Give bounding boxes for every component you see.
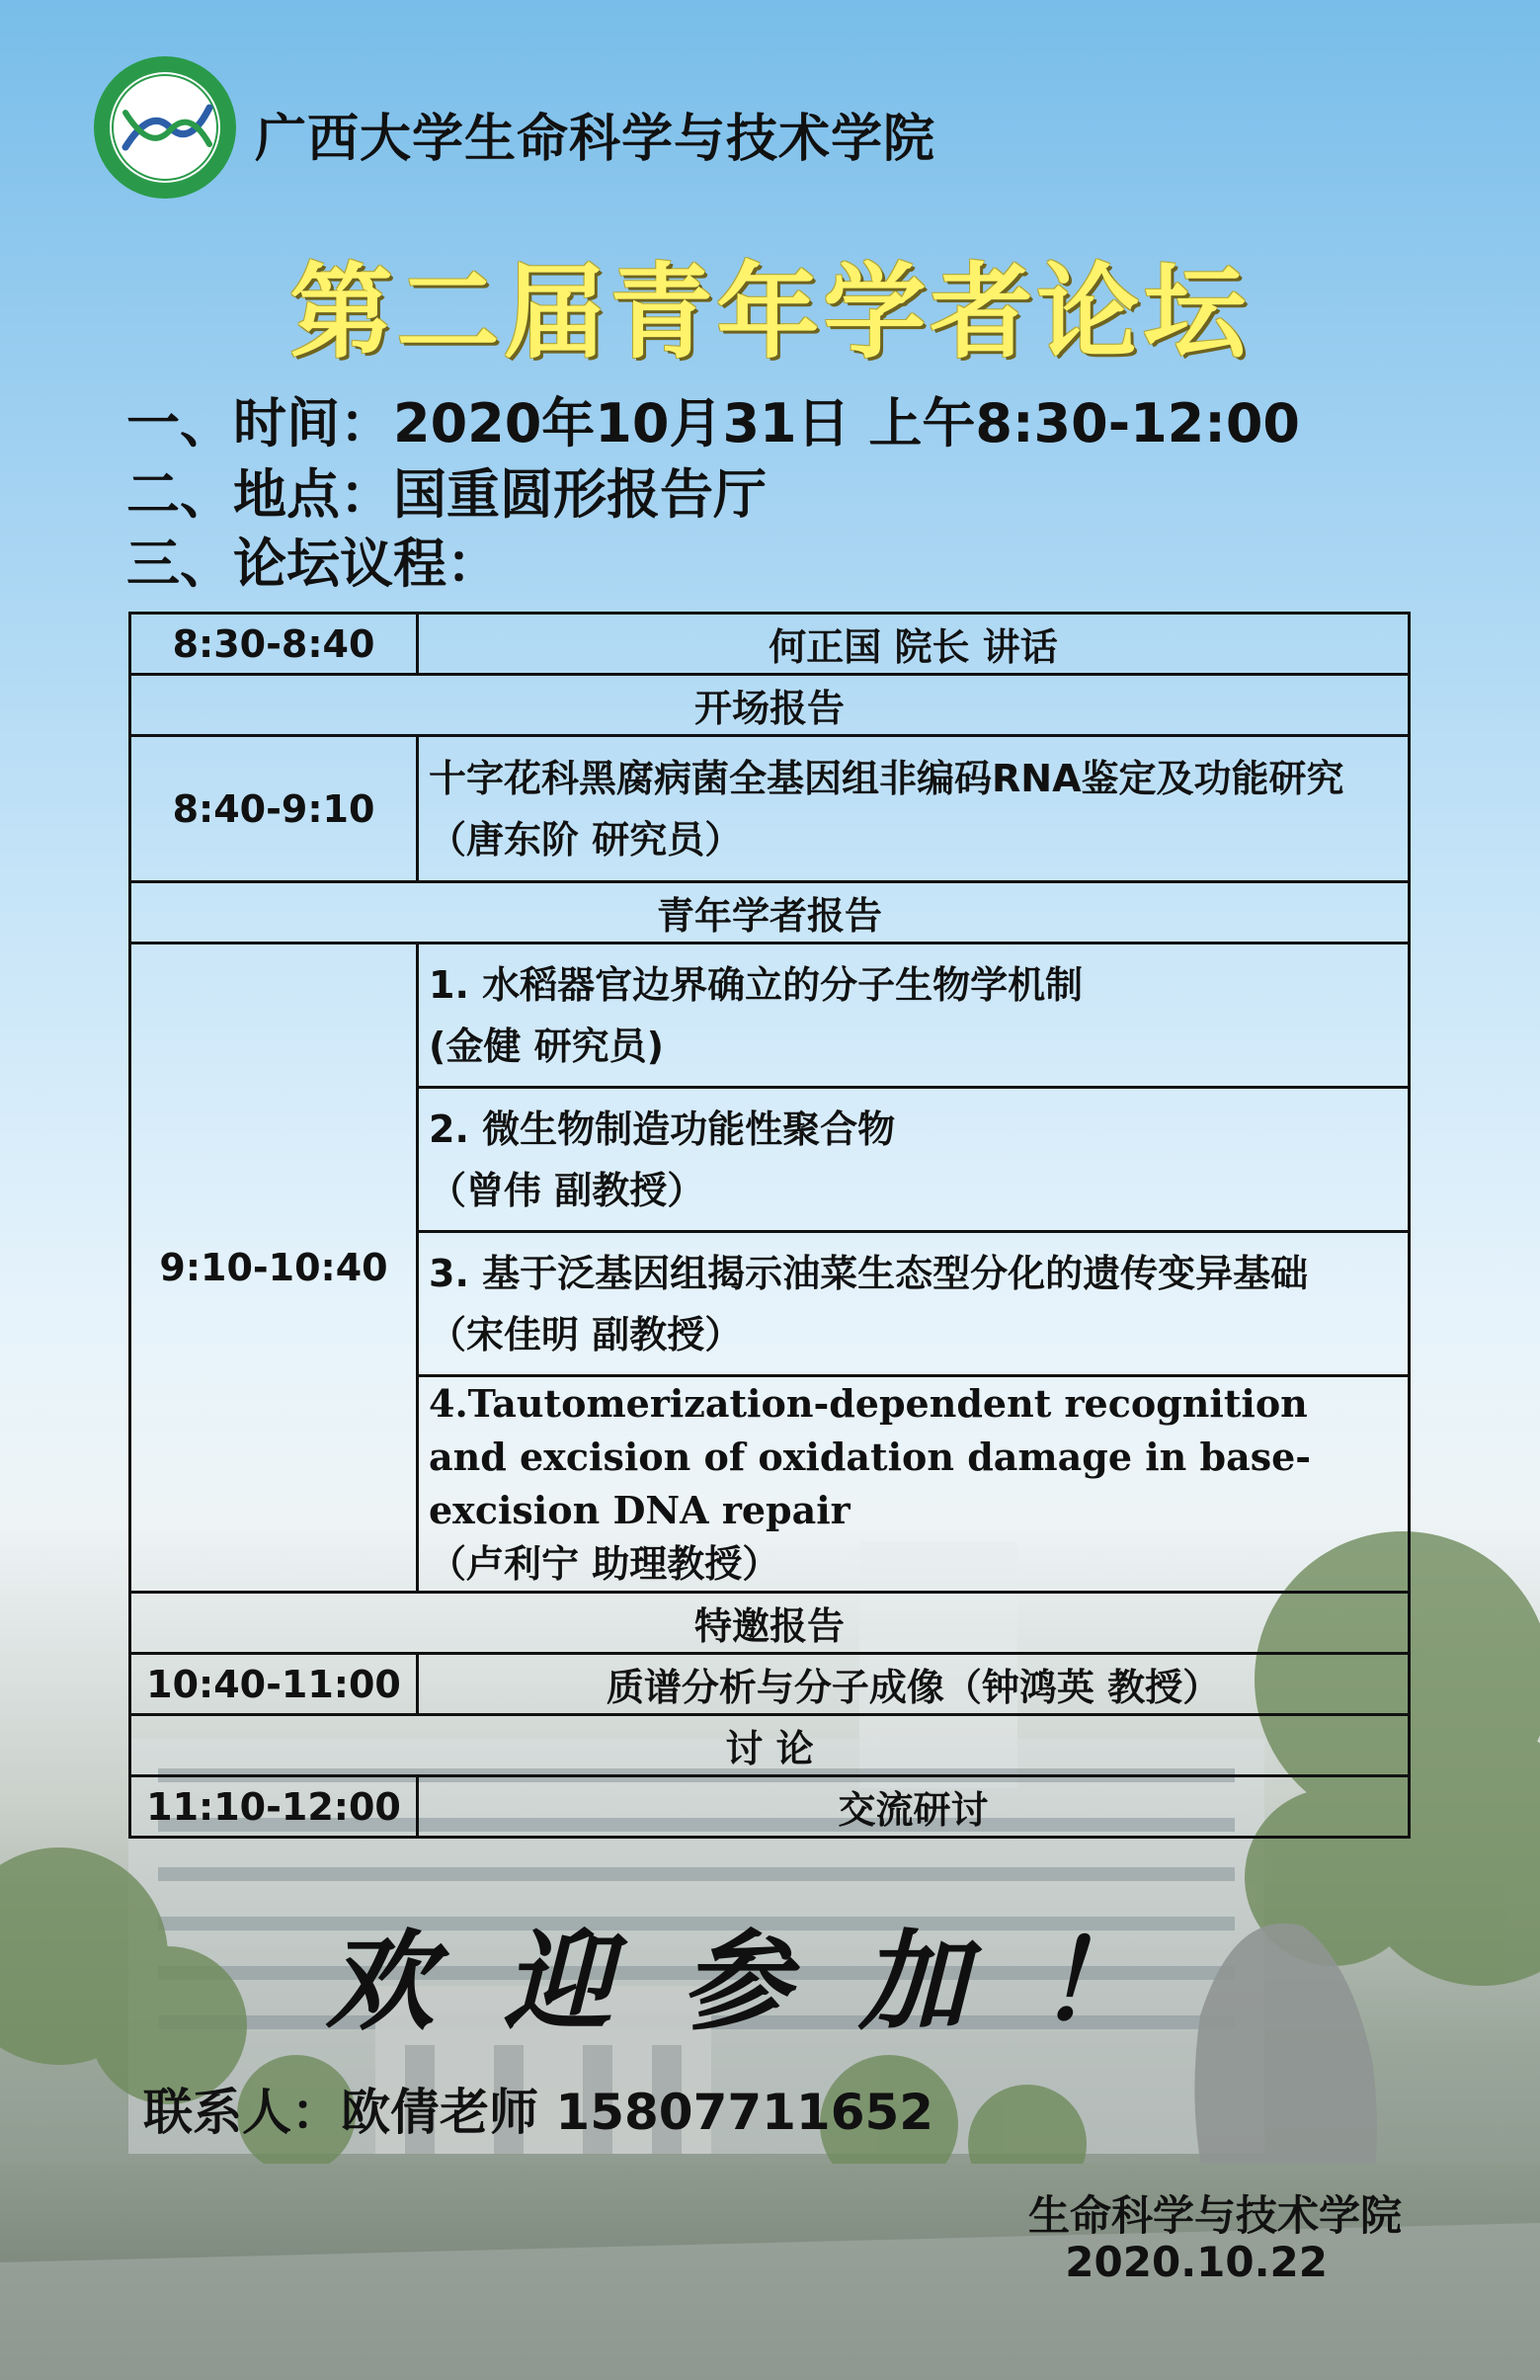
time-cell: 9:10-10:40 xyxy=(130,944,418,1593)
contact-info: 联系人：欧倩老师 15807711652 xyxy=(143,2084,934,2141)
section-row xyxy=(130,675,1410,736)
talk-cell xyxy=(418,1088,1410,1232)
section-row xyxy=(130,1715,1410,1776)
section-row xyxy=(130,1593,1410,1654)
table-row xyxy=(130,1654,1410,1715)
time-cell: 10:40-11:00 xyxy=(130,1654,418,1715)
time-cell: 8:40-9:10 xyxy=(130,736,418,882)
dna-helix-logo-icon xyxy=(91,53,239,202)
section-row xyxy=(130,882,1410,944)
talk-title: 2. 微生物制造功能性聚合物 xyxy=(429,1107,896,1151)
college-name: 广西大学生命科学与技术学院 xyxy=(255,110,936,169)
time-cell: 11:10-12:00 xyxy=(130,1776,418,1838)
table-row xyxy=(130,736,1410,882)
table-row xyxy=(130,1776,1410,1838)
agenda-label: 三、论坛议程： xyxy=(126,533,500,595)
talk-cell xyxy=(418,944,1410,1088)
content-cell: 交流研讨 xyxy=(418,1776,1410,1838)
content-cell: 十字花科黑腐病菌全基因组非编码RNA鉴定及功能研究（唐东阶 研究员） xyxy=(418,736,1410,882)
talk-cell xyxy=(418,1232,1410,1376)
section-invited: 特邀报告 xyxy=(130,1593,1410,1654)
talk-title: 1. 水稻器官边界确立的分子生物学机制 xyxy=(429,962,1084,1007)
talk-cell xyxy=(418,1376,1410,1593)
time-cell: 8:30-8:40 xyxy=(130,614,418,675)
talk-speaker: （宋佳明 副教授） xyxy=(429,1312,743,1356)
section-opening: 开场报告 xyxy=(130,675,1410,736)
section-young-scholars: 青年学者报告 xyxy=(130,882,1410,944)
talk-speaker: (金健 研究员) xyxy=(429,1024,664,1068)
talk-speaker: （曾伟 副教授） xyxy=(429,1168,705,1212)
footer-organization: 生命科学与技术学院 xyxy=(1027,2191,1402,2240)
event-time: 一、时间：2020年10月31日 上午8:30-12:00 xyxy=(126,392,1300,454)
content-cell: 质谱分析与分子成像（钟鸿英 教授） xyxy=(418,1654,1410,1715)
table-row xyxy=(130,944,1410,1088)
talk-title: 4.Tautomerization-dependent recognition and excision of oxidation damage in base-excision DNA repair xyxy=(429,1381,1312,1532)
footer-date: 2020.10.22 xyxy=(1065,2238,1328,2286)
agenda-table xyxy=(128,612,1411,1839)
table-row xyxy=(130,614,1410,675)
talk-speaker: （卢利宁 助理教授） xyxy=(429,1542,780,1586)
forum-title: 第二届青年学者论坛 xyxy=(289,252,1251,372)
event-place: 二、地点：国重圆形报告厅 xyxy=(126,463,767,526)
content-cell: 何正国 院长 讲话 xyxy=(418,614,1410,675)
welcome-text: 欢迎参加！ xyxy=(325,1918,1215,2045)
section-discussion: 讨 论 xyxy=(130,1715,1410,1776)
talk-title: 3. 基于泛基因组揭示油菜生态型分化的遗传变异基础 xyxy=(429,1251,1309,1295)
